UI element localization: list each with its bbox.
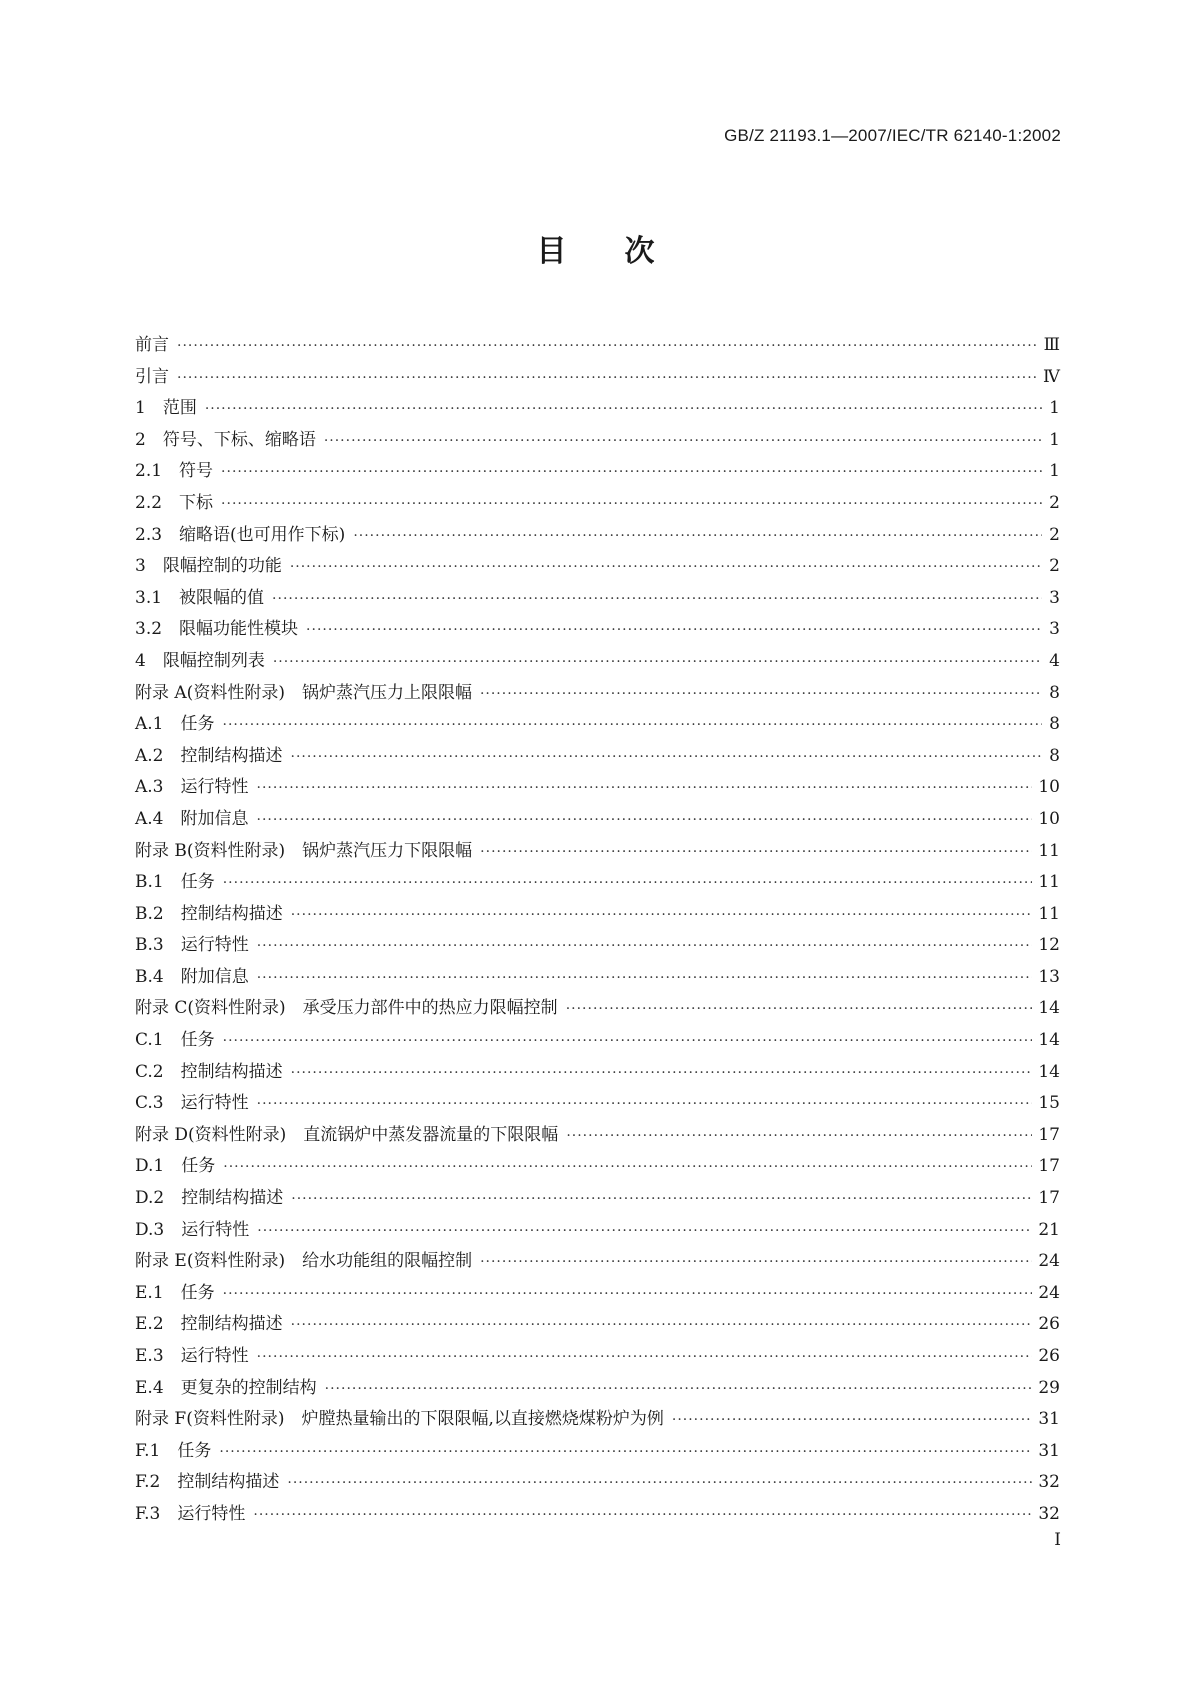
toc-leader-dots [223, 1152, 1032, 1184]
toc-entry-page: 8 [1049, 714, 1060, 735]
toc-entry-label: 2.2 下标 [135, 492, 214, 513]
toc-entry[interactable] [135, 867, 1060, 899]
toc-entry-page: 1 [1049, 398, 1060, 419]
toc-entry-label: E.3 运行特性 [135, 1346, 249, 1366]
toc-entry-page: 29 [1038, 1377, 1060, 1398]
toc-leader-dots [324, 426, 1042, 458]
toc-entry-page: 2 [1049, 524, 1060, 545]
toc-entry[interactable] [135, 330, 1060, 362]
toc-leader-dots [566, 994, 1033, 1026]
toc-entry-page: 8 [1049, 682, 1060, 703]
toc-entry-label: 附录 E(资料性附录) 给水功能组的限幅控制 [135, 1251, 473, 1272]
toc-entry[interactable] [135, 1025, 1060, 1057]
toc-entry-label: E.2 控制结构描述 [135, 1314, 283, 1335]
toc-entry-label: D.1 任务 [135, 1156, 216, 1177]
toc-leader-dots [480, 1247, 1032, 1279]
toc-entry-page: 32 [1038, 1503, 1060, 1524]
toc-leader-dots [253, 1500, 1032, 1532]
toc-entry-page: 10 [1038, 808, 1060, 829]
toc-leader-dots [257, 805, 1033, 837]
toc-leader-dots [291, 1184, 1032, 1216]
toc-leader-dots [219, 1437, 1032, 1469]
toc-leader-dots [223, 868, 1033, 900]
toc-entry-page: 14 [1038, 1061, 1060, 1082]
toc-entry[interactable] [135, 362, 1060, 394]
toc-leader-dots [205, 394, 1042, 426]
toc-entry-page: 2 [1049, 492, 1060, 513]
toc-leader-dots [177, 331, 1038, 363]
toc-entry[interactable] [135, 520, 1060, 552]
toc-entry-page: 3 [1049, 619, 1060, 640]
toc-leader-dots [257, 1216, 1032, 1248]
toc-entry[interactable] [135, 1467, 1060, 1499]
toc-entry-page: 21 [1038, 1219, 1060, 1240]
toc-entry-label: 附录 C(资料性附录) 承受压力部件中的热应力限幅控制 [135, 998, 558, 1019]
toc-entry-page: 11 [1038, 840, 1060, 861]
toc-leader-dots [177, 363, 1037, 395]
toc-leader-dots [272, 584, 1042, 616]
toc-entry-label: 前言 [135, 335, 169, 355]
toc-entry-page: 24 [1038, 1251, 1060, 1272]
toc-entry[interactable] [135, 804, 1060, 836]
toc-entry[interactable] [135, 1215, 1060, 1247]
toc-entry-label: B.1 任务 [135, 872, 215, 893]
toc-entry-label: 2.3 缩略语(也可用作下标) [135, 524, 346, 545]
toc-leader-dots [480, 837, 1032, 869]
toc-entry[interactable] [135, 772, 1060, 804]
toc-entry-label: A.3 运行特性 [135, 777, 249, 798]
standard-code: GB/Z 21193.1—2007/IEC/TR 62140-1:2002 [724, 126, 1061, 145]
toc-entry-page: 4 [1049, 650, 1060, 671]
toc-entry-label: F.3 运行特性 [135, 1503, 246, 1524]
toc-entry-page: 31 [1038, 1409, 1060, 1430]
toc-entry-page: 17 [1038, 1188, 1060, 1209]
toc-entry[interactable] [135, 899, 1060, 931]
toc-entry-label: 附录 D(资料性附录) 直流锅炉中蒸发器流量的下限限幅 [135, 1124, 559, 1145]
toc-entry[interactable] [135, 488, 1060, 520]
toc-entry[interactable] [135, 614, 1060, 646]
toc-entry-label: 附录 F(资料性附录) 炉膛热量输出的下限限幅,以直接燃烧煤粉炉为例 [135, 1409, 664, 1430]
toc-entry[interactable] [135, 1309, 1060, 1341]
toc-leader-dots [257, 1342, 1033, 1374]
toc-entry[interactable] [135, 1436, 1060, 1468]
toc-entry[interactable] [135, 456, 1060, 488]
toc-entry[interactable] [135, 1278, 1060, 1310]
toc-entry-label: 1 范围 [135, 398, 197, 419]
toc-entry-page: 13 [1038, 966, 1060, 987]
toc-leader-dots [221, 457, 1042, 489]
toc-entry-label: C.2 控制结构描述 [135, 1061, 283, 1082]
toc-entry[interactable] [135, 678, 1060, 710]
toc-entry[interactable] [135, 930, 1060, 962]
toc-entry-label: F.2 控制结构描述 [135, 1472, 280, 1493]
toc-entry-label: 3.2 限幅功能性模块 [135, 619, 299, 640]
toc-entry-label: B.4 附加信息 [135, 966, 249, 987]
toc-entry-label: D.2 控制结构描述 [135, 1188, 284, 1209]
toc-entry-label: D.3 运行特性 [135, 1219, 250, 1240]
toc-entry-page: 17 [1038, 1156, 1060, 1177]
toc-entry-label: A.2 控制结构描述 [135, 745, 283, 766]
toc-entry-page: 3 [1049, 587, 1060, 608]
toc-leader-dots [353, 521, 1042, 553]
toc-leader-dots [290, 552, 1042, 584]
toc-leader-dots [257, 1089, 1033, 1121]
page-number: I [1054, 1530, 1061, 1550]
toc-entry-label: A.1 任务 [135, 714, 215, 735]
toc-entry-page: 12 [1038, 935, 1060, 956]
toc-entry-page: 2 [1049, 556, 1060, 577]
toc-entry-label: 3.1 被限幅的值 [135, 587, 265, 608]
toc-entry[interactable] [135, 1246, 1060, 1278]
toc-entry-page: 15 [1038, 1093, 1060, 1114]
toc-entry-page: Ⅲ [1043, 335, 1060, 355]
toc-entry-page: 10 [1038, 777, 1060, 798]
toc-entry[interactable] [135, 962, 1060, 994]
toc-entry-page: 26 [1038, 1314, 1060, 1335]
toc-entry[interactable] [135, 1373, 1060, 1405]
toc-leader-dots [223, 1279, 1033, 1311]
page-title-part-2: 次 [624, 234, 655, 269]
toc-entry-page: 24 [1038, 1282, 1060, 1303]
toc-entry-label: E.1 任务 [135, 1282, 215, 1303]
table-of-contents [135, 330, 1060, 1531]
toc-entry-page: 14 [1038, 998, 1060, 1019]
toc-entry[interactable] [135, 1088, 1060, 1120]
toc-entry-label: 附录 A(资料性附录) 锅炉蒸汽压力上限限幅 [135, 682, 472, 703]
toc-leader-dots [273, 647, 1042, 679]
toc-entry[interactable] [135, 1341, 1060, 1373]
toc-entry-label: 3 限幅控制的功能 [135, 556, 282, 577]
toc-entry-page: 1 [1049, 429, 1060, 450]
toc-leader-dots [291, 900, 1033, 932]
toc-entry-label: B.3 运行特性 [135, 935, 249, 956]
toc-entry-label: 4 限幅控制列表 [135, 650, 265, 671]
toc-leader-dots [480, 679, 1042, 711]
toc-entry-label: 附录 B(资料性附录) 锅炉蒸汽压力下限限幅 [135, 840, 473, 861]
toc-leader-dots [291, 1310, 1033, 1342]
toc-entry-label: C.1 任务 [135, 1030, 215, 1051]
toc-entry-page: 17 [1038, 1124, 1060, 1145]
toc-leader-dots [306, 615, 1042, 647]
toc-leader-dots [325, 1374, 1033, 1406]
toc-entry-page: Ⅳ [1043, 366, 1060, 387]
page-title [0, 226, 1191, 270]
toc-entry-label: 引言 [135, 366, 169, 387]
toc-leader-dots [257, 963, 1033, 995]
toc-entry[interactable] [135, 646, 1060, 678]
toc-entry[interactable] [135, 709, 1060, 741]
page-title-part-1: 目 [536, 234, 567, 269]
toc-leader-dots [257, 931, 1033, 963]
toc-entry-label: A.4 附加信息 [135, 808, 249, 829]
toc-entry[interactable] [135, 583, 1060, 615]
toc-entry[interactable] [135, 1404, 1060, 1436]
toc-entry[interactable] [135, 836, 1060, 868]
toc-entry[interactable] [135, 741, 1060, 773]
toc-leader-dots [257, 773, 1033, 805]
toc-entry[interactable] [135, 551, 1060, 583]
toc-entry-label: B.2 控制结构描述 [135, 903, 283, 924]
toc-entry-page: 1 [1049, 461, 1060, 482]
toc-entry-label: C.3 运行特性 [135, 1093, 249, 1114]
toc-entry[interactable] [135, 393, 1060, 425]
toc-entry[interactable] [135, 1120, 1060, 1152]
toc-entry[interactable] [135, 1151, 1060, 1183]
toc-leader-dots [291, 1058, 1033, 1090]
toc-leader-dots [223, 710, 1043, 742]
toc-entry-label: 2.1 符号 [135, 461, 214, 482]
toc-entry-page: 11 [1038, 903, 1060, 924]
toc-entry-page: 14 [1038, 1030, 1060, 1051]
toc-entry-page: 31 [1038, 1440, 1060, 1461]
toc-leader-dots [291, 742, 1043, 774]
toc-leader-dots [672, 1405, 1032, 1437]
toc-entry-label: 2 符号、下标、缩略语 [135, 429, 316, 450]
toc-entry[interactable] [135, 1057, 1060, 1089]
toc-entry-page: 26 [1038, 1346, 1060, 1366]
toc-entry-page: 11 [1038, 872, 1060, 893]
toc-entry-page: 32 [1038, 1472, 1060, 1493]
toc-entry-label: F.1 任务 [135, 1440, 212, 1461]
toc-entry[interactable] [135, 993, 1060, 1025]
toc-leader-dots [221, 489, 1042, 521]
toc-entry-label: E.4 更复杂的控制结构 [135, 1377, 317, 1398]
toc-leader-dots [566, 1121, 1032, 1153]
toc-leader-dots [287, 1468, 1032, 1500]
toc-entry[interactable] [135, 1499, 1060, 1531]
toc-entry[interactable] [135, 425, 1060, 457]
toc-entry-page: 8 [1049, 745, 1060, 766]
toc-entry[interactable] [135, 1183, 1060, 1215]
toc-leader-dots [223, 1026, 1033, 1058]
